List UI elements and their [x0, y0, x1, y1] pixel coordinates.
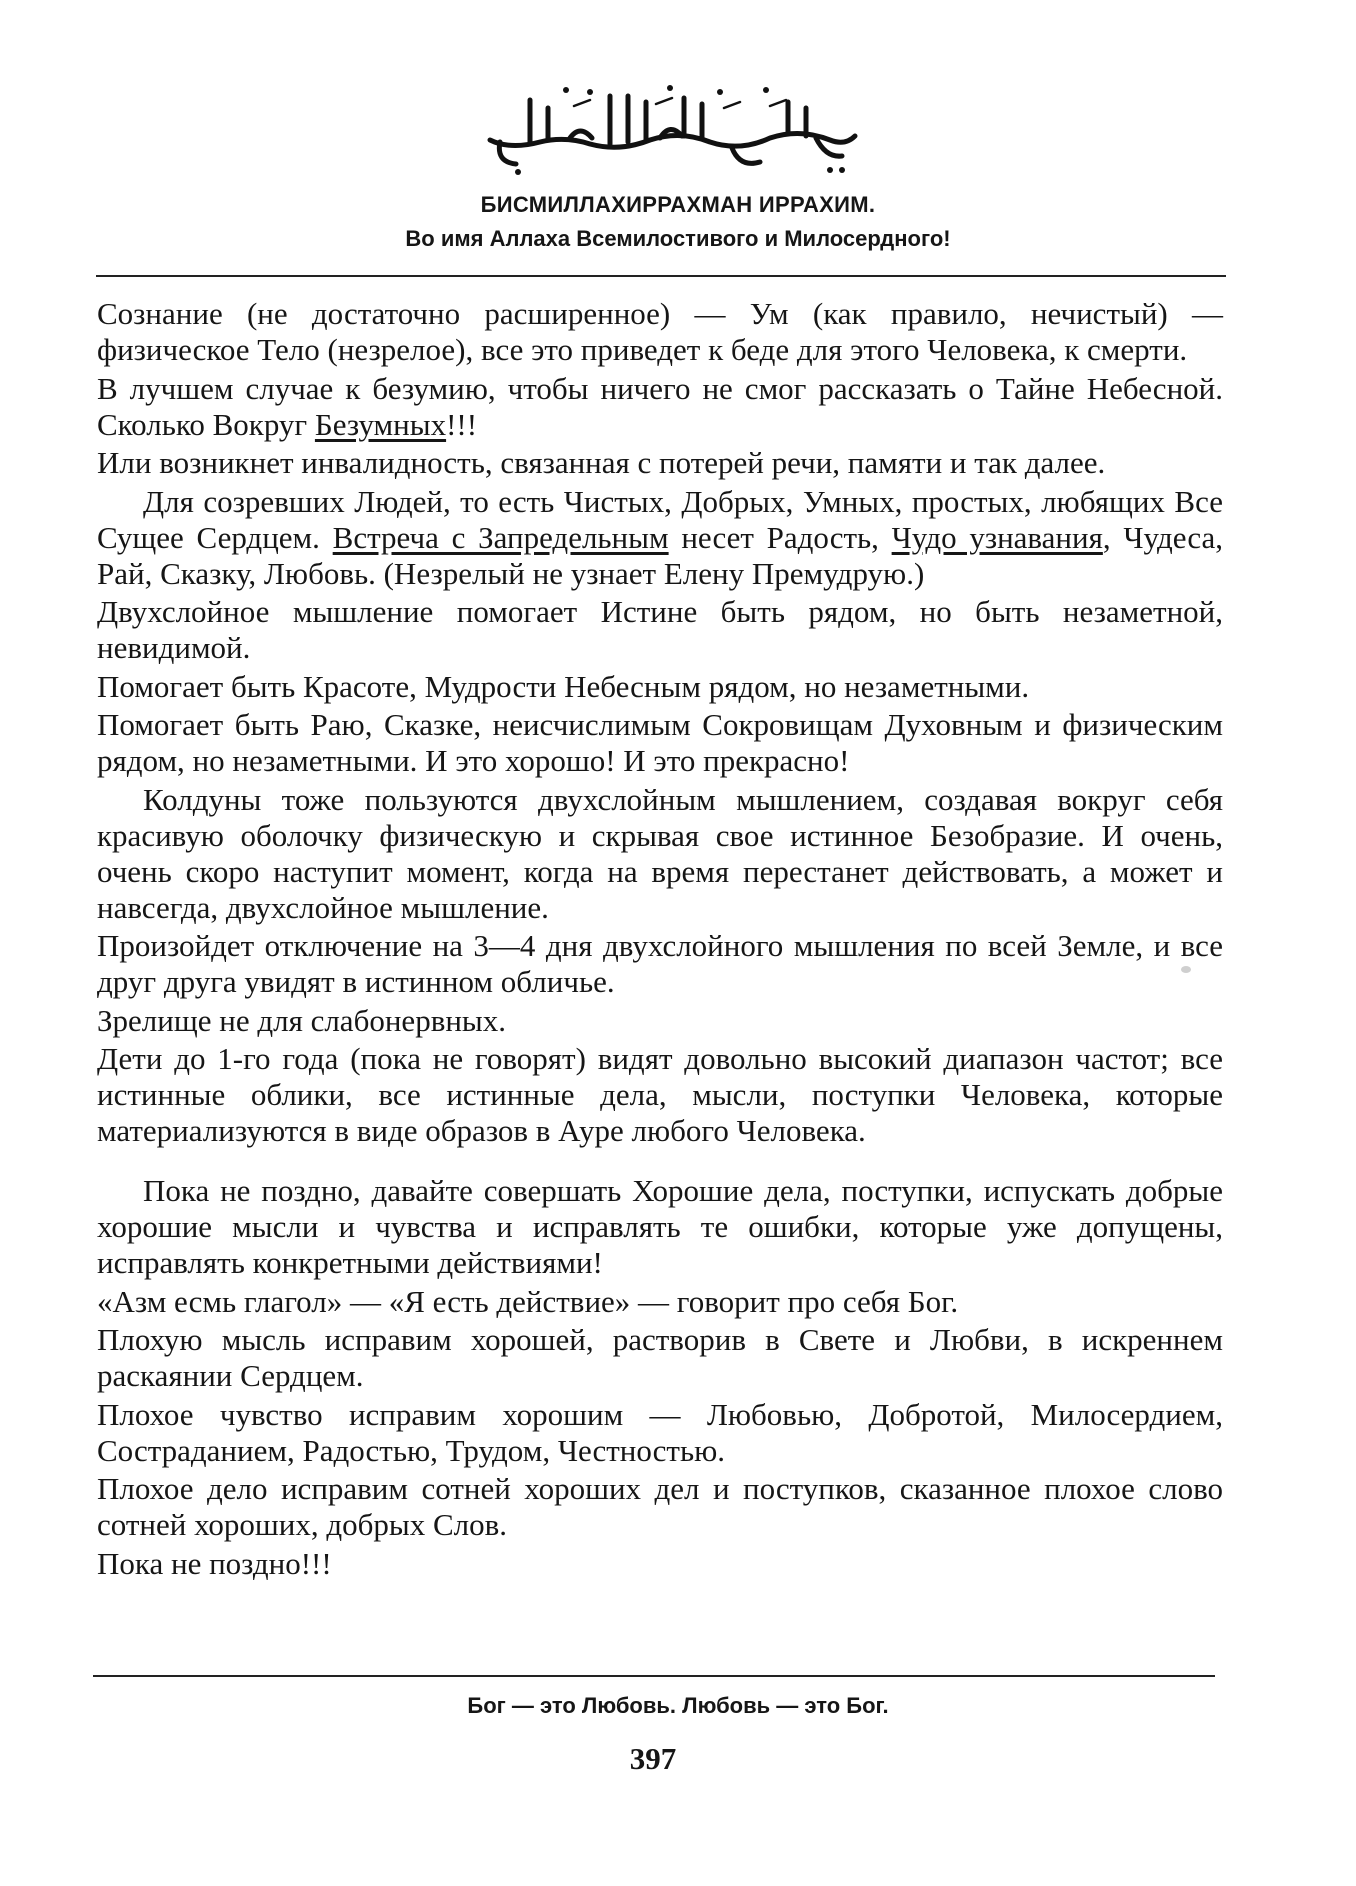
paragraph: Зрелище не для слабонервных. — [97, 1002, 506, 1038]
text-span: В лучшем случае к безумию, чтобы ничего не смог рассказать о Тайне Небесной. Сколько Вокруг — [97, 370, 1223, 442]
header-subtitle: Во имя Аллаха Всемилостивого и Милосердного! — [405, 226, 951, 251]
paragraph: Или возникнет инвалидность, связанная с потерей речи, памяти и так далее. — [97, 445, 1106, 480]
footer-divider — [93, 1675, 1215, 1677]
paragraph: Двухслойное мышление помогает Истине быть рядом, но быть незаметной, невидимой. — [97, 594, 1223, 665]
underlined-text: Чудо узнавания — [891, 519, 1103, 555]
paragraph: Колдуны тоже пользуются двухслойным мышлением, создавая вокруг себя красивую оболочку физическую и скрывая свое истинное Безобразие. И очень, очень скоро наступит момент, когда на время перестанет действовать, а может и навсегда, двухслойное мышление. — [97, 781, 1223, 925]
text-span: несет Радость, — [668, 519, 892, 555]
paragraph: Помогает быть Красоте, Мудрости Небесным рядом, но незаметными. — [97, 668, 1030, 704]
paragraph: «Азм есмь глагол» — «Я есть действие» — говорит про себя Бог. — [97, 1283, 959, 1319]
scan-speck — [1181, 966, 1191, 973]
paragraph — [97, 371, 1223, 443]
body-text — [97, 296, 1223, 1584]
underlined-text: Безумных — [314, 406, 447, 442]
text-span: Для созревших Людей, то есть Чистых, Добрых, Умных, простых, любящих Все Сущее Сердцем. — [97, 483, 1223, 555]
paragraph: Произойдет отключение на 3—4 дня двухслойного мышления по всей Земле, и все друг друга увидят в истинном обличье. — [97, 928, 1223, 999]
page-number: 397 — [629, 1741, 677, 1776]
header-title: БИСМИЛЛАХИРРАХМАН ИРРАХИМ. — [480, 192, 876, 217]
header-divider — [96, 275, 1226, 277]
paragraph — [97, 484, 1223, 592]
paragraph: Плохое чувство исправим хорошим — Любовью, Добротой, Милосердием, Состраданием, Радостью, Трудом, Честностью. — [97, 1396, 1223, 1468]
footer-motto: Бог — это Любовь. Любовь — это Бог. — [467, 1693, 889, 1718]
text-span: , Чудеса, Рай, Сказку, Любовь. (Незрелый не узнает Елену Премудрую.) — [97, 519, 1223, 591]
underlined-text: Встреча с Запредельным — [332, 519, 669, 555]
paragraph: Дети до 1-го года (пока не говорят) видят довольно высокий диапазон частот; все истинные облики, все истинные дела, мысли, поступки Человека, которые материализуются в виде образов в Ауре любого Человека. — [97, 1041, 1223, 1148]
text-span: !!! — [446, 406, 478, 442]
paragraph: Пока не поздно, давайте совершать Хорошие дела, поступки, испускать добрые хорошие мысли и чувства и исправлять те ошибки, которые уже допущены, исправлять конкретными действиями! — [97, 1173, 1223, 1280]
paragraph: Сознание (не достаточно расширенное) — Ум (как правило, нечистый) — физическое Тело (незрелое), все это приведет к беде для этого Человека, к смерти. — [97, 296, 1223, 367]
paragraph: Помогает быть Раю, Сказке, неисчислимым Сокровищам Духовным и физическим рядом, но незаметными. И это хорошо! И это прекрасно! — [97, 707, 1223, 778]
bismillah-calligraphy — [470, 78, 870, 178]
paragraph: Плохую мысль исправим хорошей, растворив в Свете и Любви, в искреннем раскаянии Сердцем. — [97, 1322, 1223, 1393]
paragraph: Пока не поздно!!! — [97, 1545, 332, 1581]
paragraph: Плохое дело исправим сотней хороших дел и поступков, сказанное плохое слово сотней хороших, добрых Слов. — [97, 1471, 1223, 1542]
